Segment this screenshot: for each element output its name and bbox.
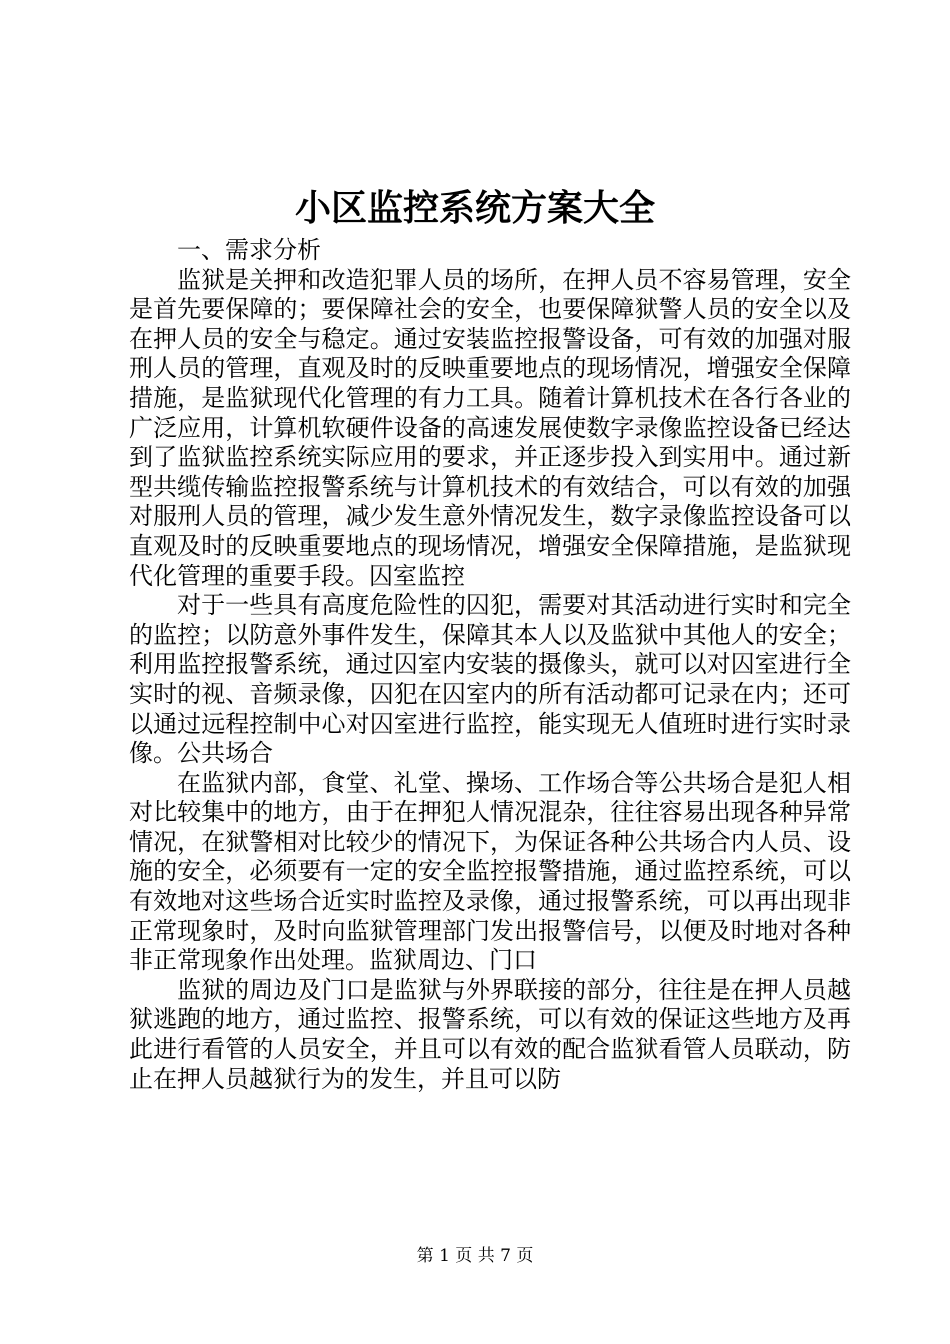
paragraph-perimeter xyxy=(129,976,851,1094)
page-footer: 第 1 页 共 7 页 xyxy=(416,1246,534,1266)
paragraph-text: 一、需求分析 xyxy=(177,236,321,264)
inline-heading-cell-monitoring: 囚室监控 xyxy=(369,561,465,590)
paragraph-text: 监狱是关押和改造犯罪人员的场所，在押人员不容易管理，安全是首先要保障的；要保障社会的安全，也要保障狱警人员的安全以及在押人员的安全与稳定。通过安装监控报警设备，可有效的加强对服刑人员的管理，直观及时的反映重要地点的现场情况，增强安全保障措施，是监狱现代化管理的有力工具。随着计算机技术在各行各业的广泛应用，计算机软硬件设备的高速发展使数字录像监控设备已经达到了监狱监控系统实际应用的要求，并正逐步投入到实用中。通过新型共缆传输监控报警系统与计算机技术的有效结合，可以有效的加强对服刑人员的管理，减少发生意外情况发生，数字录像监控设备可以直观及时的反映重要地点的现场情况，增强安全保障措施，是监狱现代化管理的重要手段。 xyxy=(129,265,851,590)
paragraph-text: 在监狱内部，食堂、礼堂、操场、工作场合等公共场合是犯人相对比较集中的地方，由于在押犯人情况混杂，往往容易出现各种异常情况，在狱警相对比较少的情况下，为保证各种公共场合内人员、设施的安全，必须要有一定的安全监控报警措施，通过监控系统，可以有效地对这些场合近实时监控及录像，通过报警系统，可以再出现非正常现象时，及时向监狱管理部门发出报警信号，以便及时地对各种非正常现象作出处理。 xyxy=(129,768,851,975)
document-body xyxy=(129,236,851,1094)
paragraph-text: 监狱的周边及门口是监狱与外界联接的部分，往往是在押人员越狱逃跑的地方，通过监控、报警系统，可以有效的保证这些地方及再此进行看管的人员安全，并且可以有效的配合监狱看管人员联动，防止在押人员越狱行为的发生，并且可以防 xyxy=(129,975,851,1093)
paragraph-cell-monitoring xyxy=(129,591,851,769)
paragraph-public-areas xyxy=(129,769,851,976)
paragraph-heading-requirements xyxy=(129,236,851,266)
paragraph-text: 对于一些具有高度危险性的囚犯，需要对其活动进行实时和完全的监控；以防意外事件发生，保障其本人以及监狱中其他人的安全；利用监控报警系统，通过囚室内安装的摄像头，就可以对囚室进行全实时的视、音频录像，囚犯在囚室内的所有活动都可记录在内；还可以通过远程控制中心对囚室进行监控，能实现无人值班时进行实时录像。 xyxy=(129,591,851,768)
document-title: 小区监控系统方案大全 xyxy=(294,187,655,229)
paragraph-prison-overview xyxy=(129,266,851,592)
inline-heading-public-areas: 公共场合 xyxy=(177,739,273,768)
inline-heading-perimeter: 监狱周边、门口 xyxy=(369,946,537,975)
